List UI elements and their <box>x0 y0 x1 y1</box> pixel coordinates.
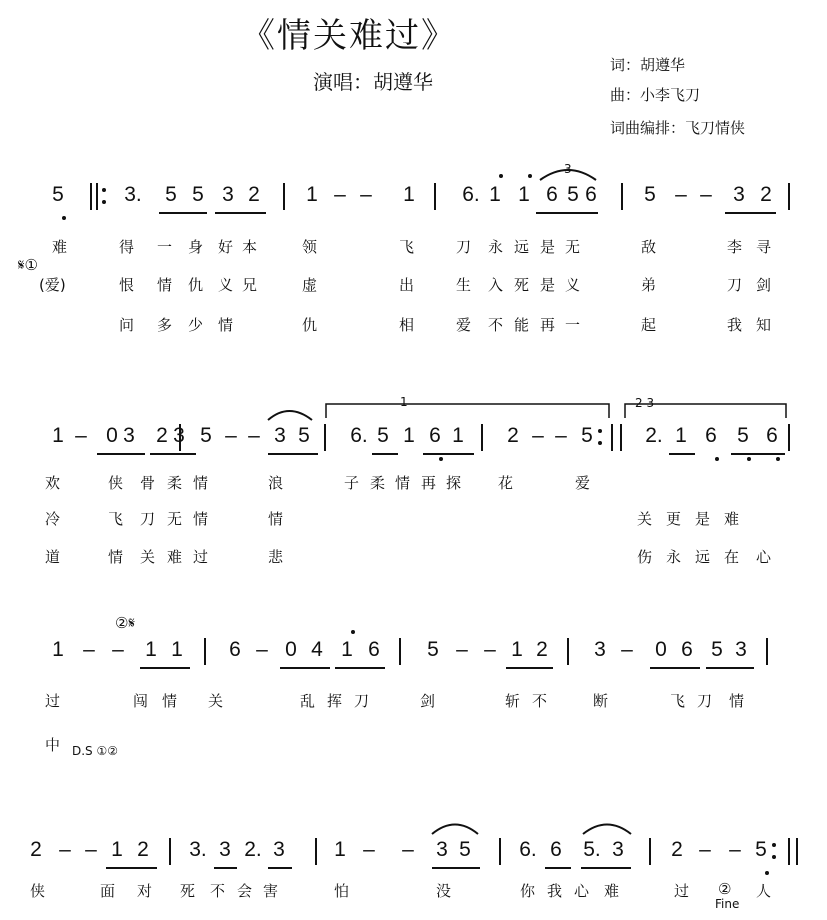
lyric-char: 能 <box>514 316 530 334</box>
lyric-char: 冷 <box>45 510 61 528</box>
lyric-char: 情 <box>193 474 209 492</box>
note: – <box>75 424 87 447</box>
lyric-char: 挥 <box>327 692 343 710</box>
note: 3 <box>173 424 185 447</box>
lyric-char: 义 <box>565 276 581 294</box>
lyric-char: ② <box>718 880 732 898</box>
lyric-char: 一 <box>157 238 173 256</box>
lyric-char: 爱 <box>456 316 472 334</box>
note: – <box>59 838 71 861</box>
note: 1 <box>511 638 523 661</box>
note: 3. <box>124 183 142 206</box>
lyric-char: 身 <box>188 238 204 256</box>
note: 1 <box>334 838 346 861</box>
lyric-char: 无 <box>167 510 183 528</box>
note: – <box>85 838 97 861</box>
note: – <box>363 838 375 861</box>
lyric-char: 中 <box>45 736 61 754</box>
lyric-char: 过 <box>193 548 209 566</box>
lyric-char: 寻 <box>756 238 772 256</box>
lyric-char: (爱) <box>39 276 66 294</box>
note: 6 <box>585 183 597 206</box>
lyric-char: 侠 <box>108 474 124 492</box>
lyric-char: 心 <box>574 882 590 900</box>
note: 3. <box>189 838 207 861</box>
note: 5 <box>755 838 767 861</box>
lyric-char: 不 <box>210 882 226 900</box>
note: 2. <box>244 838 262 861</box>
note: 5 <box>737 424 749 447</box>
lyric-char: 情 <box>108 548 124 566</box>
lyric-char: 乱 <box>300 692 316 710</box>
note: 3 <box>219 838 231 861</box>
note: 1 <box>52 638 64 661</box>
lyric-char: 问 <box>119 316 135 334</box>
note: 5. <box>583 838 601 861</box>
note: 3 <box>274 424 286 447</box>
lyric-char: 情 <box>193 510 209 528</box>
note: 1 <box>171 638 183 661</box>
lyric-char: 我 <box>727 316 743 334</box>
lyric-char: 情 <box>268 510 284 528</box>
lyric-char: 刀 <box>727 276 743 294</box>
lyric-char: 李 <box>727 238 743 256</box>
note: – <box>83 638 95 661</box>
note: 6 <box>546 183 558 206</box>
lyric-char: 死 <box>180 882 196 900</box>
lyric-char: 探 <box>446 474 462 492</box>
note: – <box>484 638 496 661</box>
lyric-char: 剑 <box>420 692 436 710</box>
lyric-char: 永 <box>488 238 504 256</box>
note: 2 <box>30 838 42 861</box>
lyric-char: 义 <box>218 276 234 294</box>
lyric-char: 爱 <box>575 474 591 492</box>
lyric-char: 永 <box>666 548 682 566</box>
note: 5 <box>377 424 389 447</box>
lyric-char: 兄 <box>242 276 258 294</box>
lyric-char: 剑 <box>756 276 772 294</box>
lyric-char: 关 <box>208 692 224 710</box>
note: 0 <box>106 424 118 447</box>
note: 1 <box>341 638 353 661</box>
note: 2 <box>156 424 168 447</box>
lyric-char: 情 <box>729 692 745 710</box>
note: 2 <box>760 183 772 206</box>
lyric-char: 是 <box>695 510 711 528</box>
singer-credit: 演唱：胡遵华 <box>313 70 433 94</box>
note: 1 <box>403 183 415 206</box>
note: 1 <box>306 183 318 206</box>
note: 2 <box>137 838 149 861</box>
lyric-char: 虚 <box>302 276 318 294</box>
lyric-char: 刀 <box>697 692 713 710</box>
note: 3 <box>123 424 135 447</box>
lyric-char: 骨 <box>140 474 156 492</box>
lyric-char: 闯 <box>133 692 149 710</box>
note: 5 <box>581 424 593 447</box>
lyric-char: 关 <box>637 510 653 528</box>
note: 2. <box>645 424 663 447</box>
lyric-char: 刀 <box>456 238 472 256</box>
lyric-char: 心 <box>756 548 772 566</box>
lyric-char: 伤 <box>637 548 653 566</box>
lyric-char: 人 <box>756 882 772 900</box>
lyric-char: 会 <box>237 882 253 900</box>
note: 2 <box>536 638 548 661</box>
lyric-char: 相 <box>399 316 415 334</box>
lyric-char: 是 <box>540 276 556 294</box>
lyric-char: 恨 <box>119 276 135 294</box>
note: 5 <box>711 638 723 661</box>
note: 3 <box>594 638 606 661</box>
note: 1 <box>675 424 687 447</box>
note: – <box>402 838 414 861</box>
note: 2 <box>507 424 519 447</box>
lyric-char: 再 <box>421 474 437 492</box>
note: – <box>700 183 712 206</box>
lyric-char: 怕 <box>334 882 350 900</box>
note: 6 <box>550 838 562 861</box>
note: – <box>112 638 124 661</box>
lyric-char: 再 <box>540 316 556 334</box>
lyric-char: 好 <box>218 238 234 256</box>
lyric-char: 在 <box>724 548 740 566</box>
lyric-char: 起 <box>641 316 657 334</box>
note: 5 <box>52 183 64 206</box>
lyric-char: 对 <box>137 882 153 900</box>
note: 6 <box>429 424 441 447</box>
note: 6 <box>766 424 778 447</box>
note: 6. <box>350 424 368 447</box>
note: – <box>729 838 741 861</box>
lyric-char: 你 <box>520 882 536 900</box>
lyric-char: 悲 <box>268 548 284 566</box>
note: 3 <box>612 838 624 861</box>
lyric-char: 飞 <box>670 692 686 710</box>
lyric-char: 浪 <box>268 474 284 492</box>
lyric-char: 难 <box>604 882 620 900</box>
lyric-char: 远 <box>514 238 530 256</box>
lyric-char: 花 <box>498 474 514 492</box>
note: – <box>555 424 567 447</box>
note: 5 <box>644 183 656 206</box>
lyric-char: 欢 <box>45 474 61 492</box>
lyric-char: 飞 <box>108 510 124 528</box>
lyric-char: 情 <box>395 474 411 492</box>
lyric-char: 仇 <box>302 316 318 334</box>
lyric-char: 不 <box>488 316 504 334</box>
note: – <box>256 638 268 661</box>
lyric-char: 一 <box>565 316 581 334</box>
lyric-char: 远 <box>695 548 711 566</box>
lyric-char: 更 <box>666 510 682 528</box>
note: 2 <box>671 838 683 861</box>
lyric-char: 关 <box>140 548 156 566</box>
lyric-char: 敌 <box>641 238 657 256</box>
note: 6 <box>705 424 717 447</box>
note: 5 <box>298 424 310 447</box>
note: – <box>621 638 633 661</box>
note: 6 <box>229 638 241 661</box>
note: 1 <box>518 183 530 206</box>
segno-marker-1: 𝄋① <box>18 256 38 274</box>
fine-marker: Fine <box>715 897 740 911</box>
lyric-char: 知 <box>756 316 772 334</box>
lyric-char: 道 <box>45 548 61 566</box>
note: 0 <box>655 638 667 661</box>
lyric-char: 子 <box>344 474 360 492</box>
lyric-char: 侠 <box>30 882 46 900</box>
note: 1 <box>52 424 64 447</box>
triplet-label: 3 <box>564 162 572 176</box>
note: 1 <box>489 183 501 206</box>
lyric-char: 仇 <box>188 276 204 294</box>
lyric-char: 情 <box>162 692 178 710</box>
lyric-char: 刀 <box>140 510 156 528</box>
note: 0 <box>285 638 297 661</box>
lyric-char: 飞 <box>399 238 415 256</box>
lyric-char: 我 <box>547 882 563 900</box>
note: 1 <box>111 838 123 861</box>
lyric-char: 害 <box>263 882 279 900</box>
lyric-char: 少 <box>188 316 204 334</box>
lyric-char: 柔 <box>167 474 183 492</box>
note: – <box>225 424 237 447</box>
lyric-char: 过 <box>674 882 690 900</box>
lyric-char: 多 <box>157 316 173 334</box>
lyric-char: 死 <box>514 276 530 294</box>
note: 6. <box>519 838 537 861</box>
note: 4 <box>311 638 323 661</box>
lyric-char: 领 <box>302 238 318 256</box>
note: 2 <box>248 183 260 206</box>
lyric-char: 难 <box>167 548 183 566</box>
lyric-char: 难 <box>724 510 740 528</box>
note: 3 <box>733 183 745 206</box>
lyric-char: 入 <box>488 276 504 294</box>
lyric-char: 生 <box>456 276 472 294</box>
volta-1-label: 1 <box>400 395 408 409</box>
note: 6 <box>368 638 380 661</box>
note: 3 <box>273 838 285 861</box>
note: 6 <box>681 638 693 661</box>
note: 3 <box>735 638 747 661</box>
note: 5 <box>459 838 471 861</box>
lyric-char: 断 <box>593 692 609 710</box>
lyric-char: 没 <box>436 882 452 900</box>
song-title: 《情关难过》 <box>241 16 457 56</box>
coda-marker: ②𝄋 <box>115 614 135 632</box>
lyric-char: 弟 <box>641 276 657 294</box>
note: – <box>456 638 468 661</box>
arranger-credit: 词曲编排：飞刀情侠 <box>610 119 746 137</box>
note: 5 <box>165 183 177 206</box>
lyric-char: 过 <box>45 692 61 710</box>
volta-2-label: 2 3 <box>635 396 655 410</box>
composer-credit: 曲：小李飞刀 <box>610 86 701 104</box>
note: 6. <box>462 183 480 206</box>
lyric-char: 本 <box>242 238 258 256</box>
note: – <box>334 183 346 206</box>
note: 1 <box>145 638 157 661</box>
lyric-char: 无 <box>565 238 581 256</box>
note: – <box>675 183 687 206</box>
ds-marker: D.S ①② <box>72 744 119 758</box>
lyricist-credit: 词：胡遵华 <box>610 56 686 74</box>
note: 1 <box>452 424 464 447</box>
note: – <box>360 183 372 206</box>
note: 5 <box>567 183 579 206</box>
lyric-char: 是 <box>540 238 556 256</box>
lyric-char: 出 <box>399 276 415 294</box>
note: – <box>532 424 544 447</box>
note: 5 <box>427 638 439 661</box>
lyric-char: 面 <box>100 882 116 900</box>
lyric-char: 情 <box>218 316 234 334</box>
lyric-char: 情 <box>157 276 173 294</box>
note: – <box>248 424 260 447</box>
note: 1 <box>403 424 415 447</box>
lyric-char: 得 <box>119 238 135 256</box>
note: 3 <box>436 838 448 861</box>
lyric-char: 柔 <box>370 474 386 492</box>
lyric-char: 刀 <box>354 692 370 710</box>
note: 5 <box>192 183 204 206</box>
lyric-char: 斩 <box>505 692 521 710</box>
lyric-char: 难 <box>52 238 68 256</box>
note: – <box>699 838 711 861</box>
lyric-char: 不 <box>532 692 548 710</box>
note: 5 <box>200 424 212 447</box>
note: 3 <box>222 183 234 206</box>
